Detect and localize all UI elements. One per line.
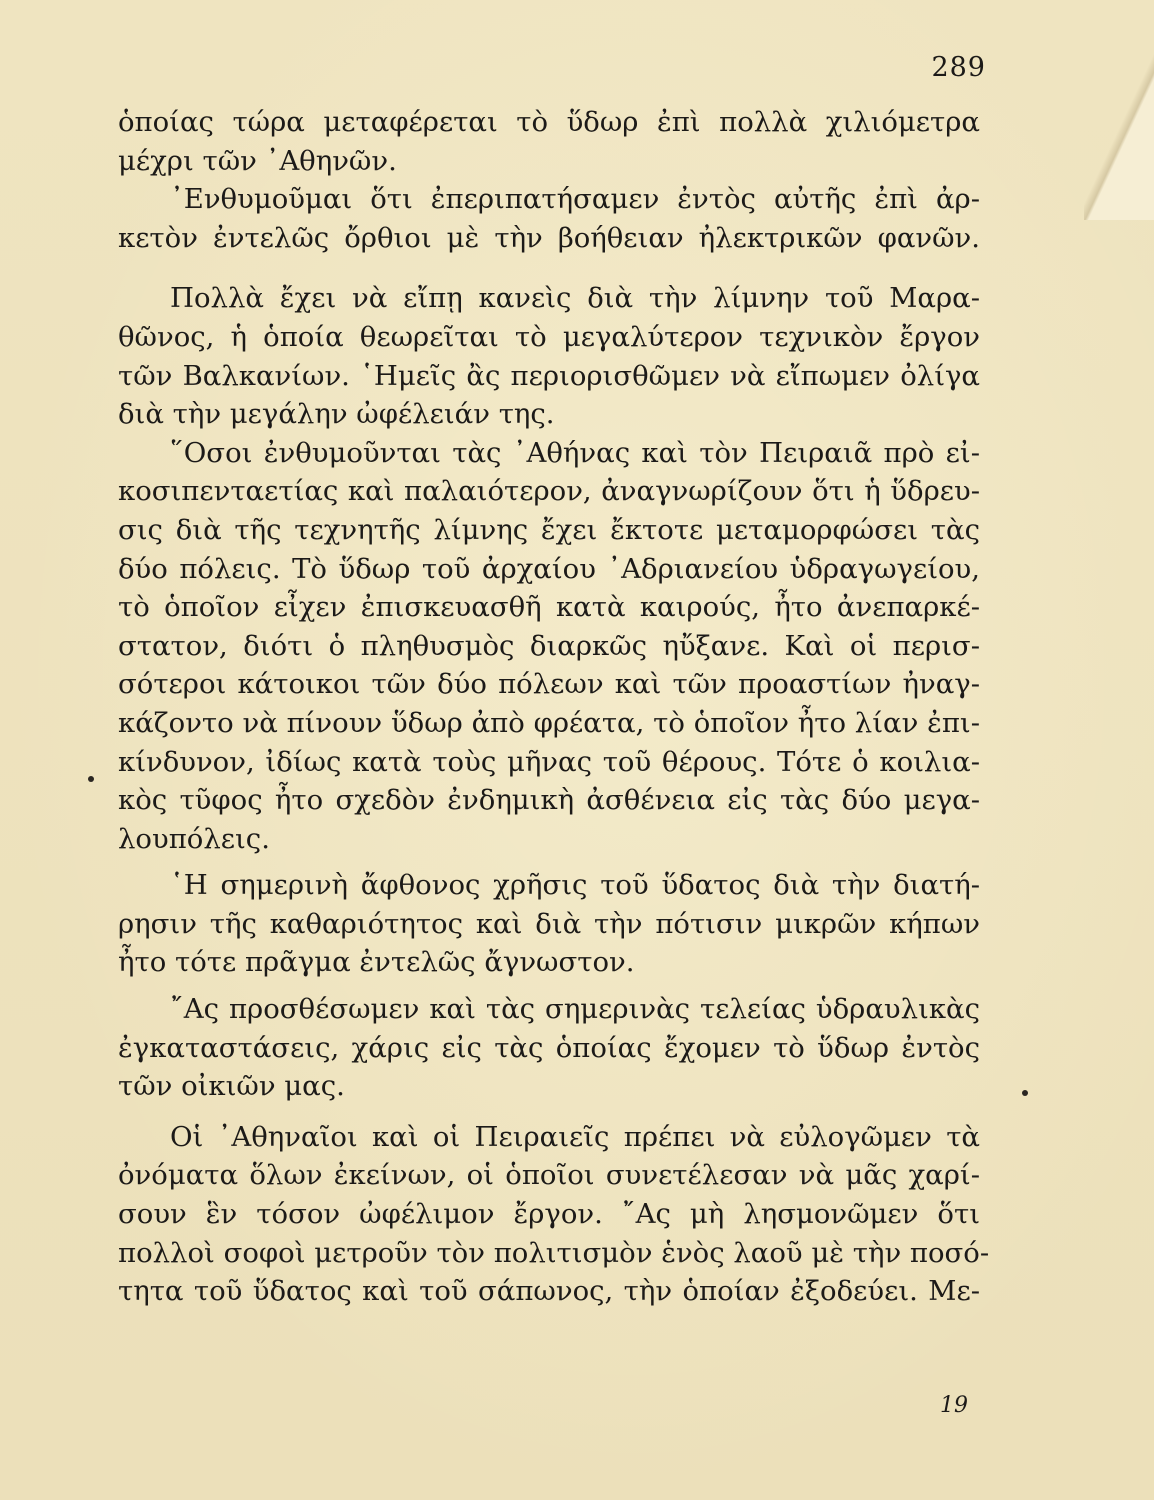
page-number: 289 [931, 52, 986, 83]
text-line: δύο πόλεις. Τὸ ὕδωρ τοῦ ἀρχαίου ᾽Αδριανείου ὑδραγωγείου, [118, 552, 980, 585]
text-line: κοσιπενταετίας καὶ παλαιότερον, ἀναγνωρίζουν ὅτι ἡ ὕδρευ- [118, 475, 980, 508]
text-line: ἦτο τότε πρᾶγμα ἐντελῶς ἄγνωστον. [118, 946, 635, 979]
text-line: μέχρι τῶν ᾽Αθηνῶν. [118, 144, 397, 177]
text-line: διὰ τὴν μεγάλην ὠφέλειάν της. [118, 398, 555, 431]
text-line: σουν ἓν τόσον ὠφέλιμον ἔργον. ῎Ας μὴ λησμονῶμεν ὅτι [118, 1198, 980, 1231]
text-line: Πολλὰ ἔχει νὰ εἴπῃ κανεὶς διὰ τὴν λίμνην τοῦ Μαρα- [170, 282, 980, 315]
paragraph [118, 1118, 990, 1311]
text-line: κίνδυνον, ἰδίως κατὰ τοὺς μῆνας τοῦ θέρους. Τότε ὁ κοιλια- [118, 745, 980, 778]
text-line: ὀνόματα ὅλων ἐκείνων, οἱ ὁποῖοι συνετέλεσαν νὰ μᾶς χαρί- [118, 1159, 980, 1192]
text-line: σότεροι κάτοικοι τῶν δύο πόλεων καὶ τῶν προαστίων ἠναγ- [118, 668, 980, 701]
text-line: ἐγκαταστάσεις, χάρις εἰς τὰς ὁποίας ἔχομεν τὸ ὕδωρ ἐντὸς [118, 1031, 980, 1064]
margin-ink-dot [1022, 1090, 1028, 1096]
page-corner-fold [1084, 0, 1154, 220]
paragraph [118, 434, 980, 859]
paragraph [118, 180, 980, 257]
paragraph-gap [118, 1106, 980, 1118]
text-line: στατον, διότι ὁ πληθυσμὸς διαρκῶς ηὔξανε. Καὶ οἱ περισ- [118, 629, 980, 662]
text-line: ῾Η σημερινὴ ἄφθονος χρῆσις τοῦ ὕδατος διὰ τὴν διατή- [170, 869, 980, 902]
text-line: κετὸν ἐντελῶς ὄρθιοι μὲ τὴν βοήθειαν ἠλεκτρικῶν φανῶν. [118, 221, 980, 254]
signature-mark: 19 [940, 1393, 968, 1418]
text-line: Οἱ ᾽Αθηναῖοι καὶ οἱ Πειραιεῖς πρέπει νὰ εὐλογῶμεν τὰ [170, 1120, 980, 1153]
text-line: πολλοὶ σοφοὶ μετροῦν τὸν πολιτισμὸν ἑνὸς λαοῦ μὲ τὴν ποσό- [118, 1236, 990, 1269]
paragraph [118, 279, 980, 433]
text-line: κάζοντο νὰ πίνουν ὕδωρ ἀπὸ φρέατα, τὸ ὁποῖον ἦτο λίαν ἐπι- [118, 706, 980, 739]
text-line: λουπόλεις. [118, 822, 270, 855]
text-line: ὁποίας τώρα μεταφέρεται τὸ ὕδωρ ἐπὶ πολλὰ χιλιόμετρα [118, 106, 980, 138]
paragraph-gap [118, 982, 980, 990]
text-line: τῶν Βαλκανίων. ῾Ημεῖς ἂς περιορισθῶμεν νὰ εἴπωμεν ὀλίγα [118, 359, 980, 392]
text-line: κὸς τῦφος ἦτο σχεδὸν ἐνδημικὴ ἀσθένεια εἰς τὰς δύο μεγα- [118, 784, 980, 817]
text-line: σις διὰ τῆς τεχνητῆς λίμνης ἔχει ἔκτοτε μεταμορφώσει τὰς [118, 513, 980, 546]
text-line: θῶνος, ἡ ὁποία θεωρεῖται τὸ μεγαλύτερον τεχνικὸν ἔργον [118, 320, 980, 353]
text-line: ῞Οσοι ἐνθυμοῦνται τὰς ᾽Αθήνας καὶ τὸν Πειραιᾶ πρὸ εἰ- [170, 436, 980, 469]
text-line: τητα τοῦ ὕδατος καὶ τοῦ σάπωνος, τὴν ὁποίαν ἐξοδεύει. Με- [118, 1275, 980, 1308]
paragraph-gap [118, 257, 980, 279]
text-line: ρησιν τῆς καθαριότητος καὶ διὰ τὴν πότισιν μικρῶν κήπων [118, 907, 980, 940]
text-line: ᾽Ενθυμοῦμαι ὅτι ἐπεριπατήσαμεν ἐντὸς αὐτῆς ἐπὶ ἀρ- [170, 183, 980, 216]
body-text [118, 103, 990, 1311]
paragraph [118, 990, 980, 1106]
paragraph [118, 866, 980, 982]
margin-ink-dot [88, 776, 94, 782]
paragraph-gap [118, 858, 980, 866]
text-line: τὸ ὁποῖον εἶχεν ἐπισκευασθῆ κατὰ καιρούς, ἦτο ἀνεπαρκέ- [118, 591, 980, 624]
text-line: ῎Ας προσθέσωμεν καὶ τὰς σημερινὰς τελείας ὑδραυλικὰς [170, 993, 980, 1026]
paragraph [118, 103, 980, 180]
text-line: τῶν οἰκιῶν μας. [118, 1070, 345, 1103]
